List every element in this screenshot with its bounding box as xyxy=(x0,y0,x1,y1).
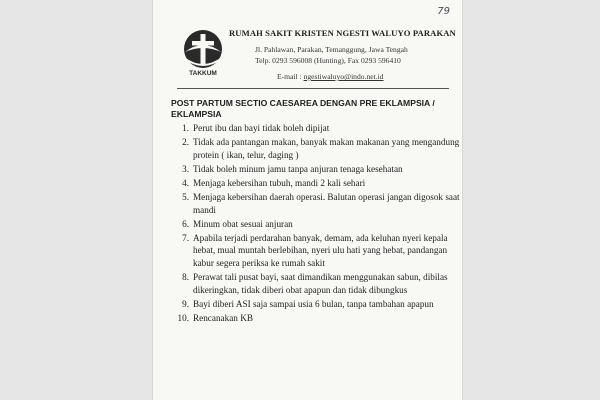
logo-text: TAKKUM xyxy=(189,70,217,76)
list-item: 3. Tidak boleh minum jamu tanpa anjuran tenaga kesehatan xyxy=(182,163,403,174)
instruction-list xyxy=(169,122,461,326)
header-divider xyxy=(177,88,449,89)
list-item: 5. Menjaga kebersihan daerah operasi. Balutan operasi jangan digosok saat mandi xyxy=(182,191,460,215)
hospital-logo xyxy=(179,28,227,76)
email-label: E-mail : xyxy=(277,72,304,81)
list-item: 6. Minum obat sesuai anjuran xyxy=(182,218,293,229)
list-item: 9. Bayi diberi ASI saja sampai usia 6 bulan, tanpa tambahan apapun xyxy=(182,298,434,309)
page-number: 79 xyxy=(437,6,450,17)
list-item: 7. Apabila terjadi perdarahan banyak, demam, ada keluhan nyeri kepala hebat, mual muntah berlebihan, nyeri ulu hati yang hebat, pandangan kabur segera periksa ke rumah sakit xyxy=(182,232,448,269)
list-item: 2. Tidak ada pantangan makan, banyak makan makanan yang mengandung protein ( ikan, telur, daging ) xyxy=(182,136,460,160)
list-item: 10. Rencanakan KB xyxy=(177,312,253,323)
hospital-phone: Telp. 0293 596008 (Hunting), Fax 0293 596410 xyxy=(255,56,401,65)
document-title: POST PARTUM SECTIO CAESAREA DENGAN PRE EKLAMPSIA / EKLAMPSIA xyxy=(171,98,435,119)
list-item: 1. Perut ibu dan bayi tidak boleh dipijat xyxy=(182,123,330,133)
list-item: 8. Perawat tali pusat bayi, saat dimandikan menggunakan sabun, dibilas dikeringkan, tidak diberi obat apapun dan tidak dibungkus xyxy=(182,272,448,295)
hospital-contact xyxy=(255,44,455,66)
hospital-address: Jl. Pahlawan, Parakan, Temanggung, Jawa Tengah xyxy=(255,45,408,54)
hospital-email-line xyxy=(277,72,384,81)
hospital-name: RUMAH SAKIT KRISTEN NGESTI WALUYO PARAKAN xyxy=(229,28,456,38)
list-item: 4. Menjaga kebersihan tubuh, mandi 2 kali sehari xyxy=(182,177,366,188)
document-page xyxy=(153,0,462,400)
email-address: ngestiwaluyo@indo.net.id xyxy=(303,72,384,81)
